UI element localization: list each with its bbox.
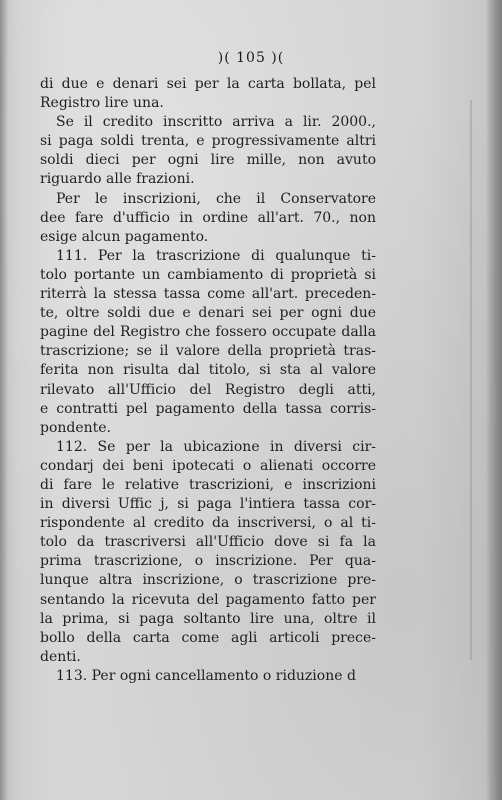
text-line: sentando la ricevuta del pagamento fatto per: [40, 591, 376, 608]
text-line: riguardo alle frazioni.: [40, 171, 195, 188]
text-line: tolo da trascriversi all'Ufficio dove si fa la: [40, 534, 376, 551]
text-line: te, oltre soldi due e denari sei per ogni due: [40, 305, 376, 322]
text-line: denti.: [40, 648, 81, 665]
body-text: [40, 75, 376, 686]
text-line: tolo portante un cambiamento di proprietà si: [40, 266, 376, 283]
text-line: ferita non risulta dal titolo, si sta al valore: [40, 362, 376, 379]
text-line: soldi dieci per ogni lire mille, non avuto: [40, 152, 376, 169]
page-number: )( 105 )(: [217, 50, 285, 66]
text-line: bollo della carta come agli articoli prece-: [40, 629, 376, 646]
text-line: Per le inscrizioni, che il Conservatore: [56, 190, 376, 207]
text-line: la prima, si paga soltanto lire una, oltre il: [40, 610, 376, 627]
text-line: dee fare d'ufficio in ordine all'art. 70., non: [40, 209, 376, 226]
page-right-shadow: [486, 0, 502, 800]
text-line: riterrà la stessa tassa come all'art. preceden-: [40, 286, 376, 303]
text-line: lunque altra inscrizione, o trascrizione pre-: [40, 572, 376, 589]
text-line: prima trascrizione, o inscrizione. Per qua-: [40, 553, 376, 570]
text-line: pagine del Registro che fossero occupate dalla: [40, 324, 376, 341]
text-line: rispondente al credito da inscriversi, o al ti-: [40, 515, 376, 532]
text-line: Registro lire una.: [40, 95, 164, 112]
text-line: rilevato all'Ufficio del Registro degli atti,: [40, 381, 376, 398]
text-line: di fare le relative trascrizioni, e inscrizioni: [40, 476, 376, 493]
text-line: 111. Per la trascrizione di qualunque ti-: [56, 247, 376, 264]
text-line: trascrizione; se il valore della proprietà tras-: [40, 343, 376, 360]
text-line: esige alcun pagamento.: [40, 228, 209, 245]
text-line: 112. Se per la ubicazione in diversi cir-: [56, 438, 376, 455]
text-line: 113. Per ogni cancellamento o riduzione d: [56, 667, 356, 684]
page-left-shadow: [0, 0, 8, 800]
text-line: Se il credito inscritto arriva a lir. 2000.,: [56, 114, 376, 131]
text-line: pondente.: [40, 419, 112, 436]
text-line: e contratti pel pagamento della tassa corris-: [40, 400, 376, 417]
text-line: di due e denari sei per la carta bollata, pel: [40, 76, 376, 92]
text-line: si paga soldi trenta, e progressivamente altri: [40, 133, 376, 150]
paper-fold-mark: [470, 100, 472, 660]
text-line: in diversi Uffic j, si paga l'intiera tassa cor-: [40, 496, 376, 513]
text-line: condarj dei beni ipotecati o alienati occorre: [40, 457, 376, 474]
